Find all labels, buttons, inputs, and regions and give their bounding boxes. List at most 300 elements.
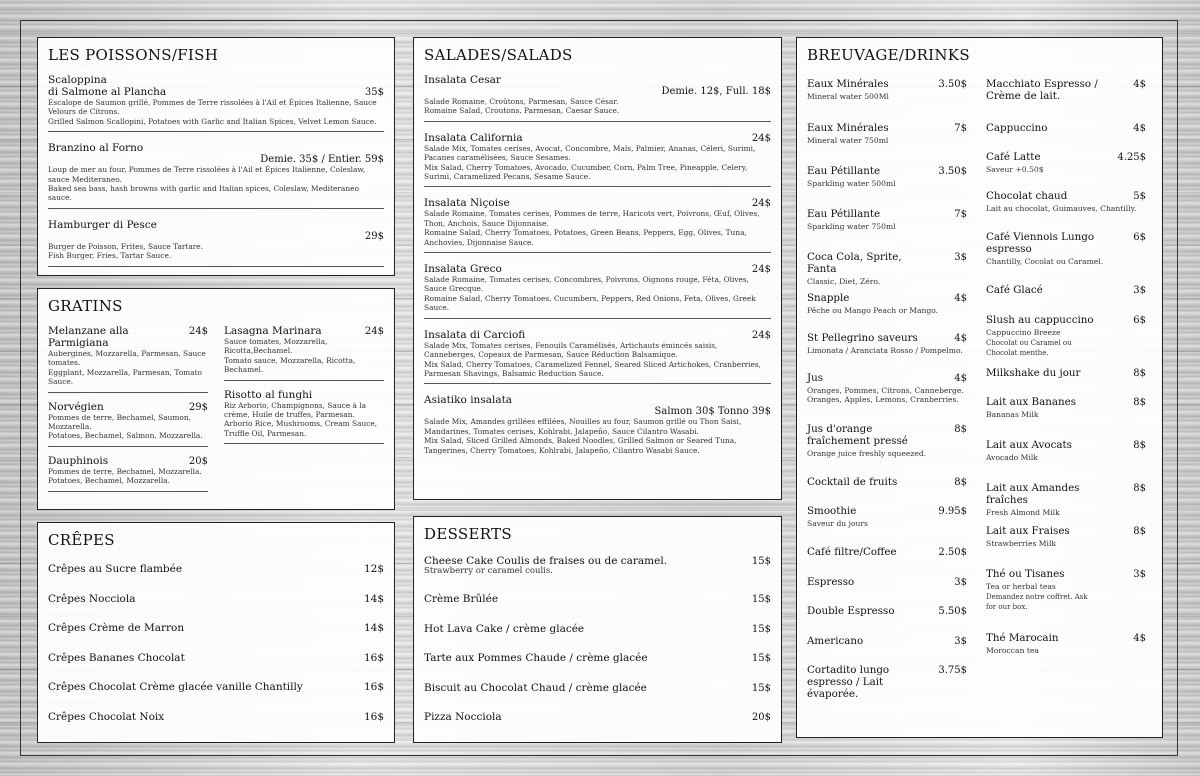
fish-panel	[37, 37, 395, 276]
fish-item-divider	[48, 131, 384, 132]
drink-item-name: Lait aux Fraises	[986, 525, 1070, 537]
drink-item	[807, 605, 967, 617]
drink-item-name: Thé Marocain	[986, 632, 1059, 644]
dessert-item-name: Hot Lava Cake / crème glacée	[424, 622, 585, 635]
drink-item-price: 5.50$	[938, 606, 967, 617]
dessert-item-row	[424, 652, 771, 664]
drink-item-name: Café Glacé	[986, 284, 1043, 296]
drink-item	[986, 568, 1146, 612]
salad-item-desc-en: Romaine Salad, Cherry Tomatoes, Cucumbers, Peppers, Red Onions, Feta, Olives, Greek Sauce.	[424, 293, 756, 313]
crepe-item	[48, 681, 384, 711]
crepes-list	[48, 563, 384, 741]
gratin-item-desc-fr: Aubergines, Mozzarella, Parmesan, Sauce tomates.	[48, 349, 206, 368]
drink-item	[986, 482, 1146, 517]
drink-item-price: 7$	[954, 123, 967, 134]
drink-item-price: 3.75$	[938, 665, 967, 676]
salad-item-divider	[424, 318, 771, 319]
drink-item-sub: Sparkling water 750ml	[807, 222, 896, 231]
drink-item-price: 4.25$	[1117, 152, 1146, 163]
dessert-item-row	[424, 593, 771, 605]
dessert-item-name: Tarte aux Pommes Chaude / crème glacée	[424, 652, 648, 665]
fish-item	[48, 219, 384, 267]
drink-item-price: 8$	[1133, 368, 1146, 379]
salad-item-name: Insalata California	[424, 131, 523, 144]
dessert-item	[424, 593, 771, 623]
drink-item-sub: Avocado Milk	[986, 453, 1038, 462]
salad-item-name: Insalata Cesar	[424, 74, 501, 86]
fish-item	[48, 142, 384, 209]
drink-item-row	[807, 122, 967, 134]
drink-item-name: Eau Pétillante	[807, 208, 881, 220]
gratin-item-row	[48, 325, 208, 349]
gratins-columns	[48, 325, 384, 500]
crepe-item-name: Crêpes Bananes Chocolat	[48, 651, 185, 664]
dessert-item-price: 15$	[751, 653, 771, 665]
gratin-item-price: 29$	[188, 401, 208, 413]
drink-item	[986, 525, 1146, 548]
drink-item-row	[807, 546, 967, 558]
dessert-item-price: 20$	[751, 712, 771, 724]
dessert-item-row	[424, 623, 771, 635]
drink-item-name: Eaux Minérales	[807, 122, 889, 134]
drink-item-price: 3$	[954, 252, 967, 263]
drink-item-row	[986, 439, 1146, 451]
fish-item-desc-fr: Escalope de Saumon grillé, Pommes de Terre rissolées à l'Ail et Épices Italienne, Sauce Velours de Citrons.	[48, 98, 377, 117]
desserts-title: DESSERTS	[424, 525, 512, 543]
crepe-item-price: 14$	[363, 592, 384, 605]
drink-item-price: 5$	[1133, 191, 1146, 202]
drink-item-row	[986, 396, 1146, 408]
drink-item-name: Café filtre/Coffee	[807, 546, 897, 558]
dessert-item	[424, 623, 771, 653]
salad-item-price-row	[424, 406, 771, 417]
drink-item-name: Café Viennois Lungo espresso	[986, 231, 1095, 255]
drink-item-sub2: Demandez notre coffret. Ask for our box.	[986, 593, 1088, 611]
fish-item-row	[48, 86, 384, 98]
salad-item-price: 24$	[751, 329, 771, 341]
salad-item-desc-fr: Salade Mix, Tomates cerises, Fenouils Caramélisés, Artichauts émincés saisis, Canneberges, Copeaux de Parmesan, Sauce Réduction Balsamique.	[424, 340, 718, 360]
salad-item-price: Salmon 30$ Tonno 39$	[654, 406, 771, 418]
crepe-item-price: 12$	[363, 563, 384, 575]
drink-item-name: Double Espresso	[807, 605, 895, 617]
desserts-panel	[413, 516, 782, 743]
drink-item-row	[807, 605, 967, 617]
salad-item-divider	[424, 186, 771, 187]
gratin-item-name: Dauphinois	[48, 454, 109, 467]
drink-item-price: 4$	[1133, 79, 1146, 90]
gratins-title: GRATINS	[48, 297, 123, 315]
gratin-item-divider	[48, 392, 208, 393]
salad-item-divider	[424, 121, 771, 122]
drink-item-row	[986, 568, 1146, 580]
drink-item	[807, 165, 967, 188]
drink-item-sub: Bananas Milk	[986, 410, 1039, 419]
drink-item	[986, 396, 1146, 419]
dessert-item-price: 15$	[751, 594, 771, 605]
drink-item-row	[986, 78, 1146, 102]
gratin-item-desc-fr: Pommes de terre, Bechamel, Mozzarella.	[48, 466, 202, 476]
fish-item-price-row	[48, 231, 384, 242]
crepe-item-price: 16$	[363, 681, 384, 694]
drink-item-row	[807, 78, 967, 90]
drink-item-name: Snapple	[807, 292, 850, 304]
salad-item-price: Demie. 12$, Full. 18$	[661, 86, 771, 97]
drink-item	[986, 190, 1146, 213]
drink-item-name: Slush au cappuccino	[986, 314, 1094, 326]
crepe-item	[48, 622, 384, 652]
drink-item-price: 6$	[1133, 315, 1146, 326]
gratin-item-price: 24$	[188, 326, 208, 337]
drink-item-name: Lait aux Amandes fraîches	[986, 482, 1080, 506]
drink-item-name: Macchiato Espresso / Crème de lait.	[986, 78, 1098, 102]
dessert-item	[424, 711, 771, 741]
dessert-item-price: 15$	[751, 623, 771, 635]
fish-item-name: Branzino al Forno	[48, 142, 144, 155]
crepe-item-name: Crêpes Crème de Marron	[48, 622, 185, 635]
drink-item-sub: Mineral water 500Ml	[807, 92, 889, 101]
drink-item-name: Milkshake du jour	[986, 367, 1081, 379]
drink-item-price: 2.50$	[938, 547, 967, 558]
salad-item-name: Asiatiko insalata	[424, 394, 513, 407]
drink-item-row	[986, 525, 1146, 537]
gratin-item	[224, 389, 384, 445]
drink-item-price: 4$	[954, 293, 967, 304]
fish-item-divider	[48, 266, 384, 267]
salad-item-row	[424, 329, 771, 341]
gratin-item-name: Lasagna Marinara	[224, 325, 322, 337]
drink-item-name: Café Latte	[986, 151, 1041, 163]
gratin-item-desc-en: Potatoes, Bechamel, Mozzarella.	[48, 476, 170, 486]
gratin-item-row	[224, 325, 384, 337]
gratin-item-desc-fr: Sauce tomates, Mozzarella, Ricotta,Bechamel.	[224, 337, 328, 356]
drink-item-sub: Mineral water 750ml	[807, 136, 889, 145]
gratin-item-divider	[224, 443, 384, 444]
drink-item-row	[807, 251, 967, 275]
salad-item-price: 24$	[751, 198, 771, 210]
drink-item-price: 4$	[1133, 123, 1146, 134]
salad-item-desc-fr: Salade Mix, Tomates cerises, Avocat, Concombre, Maïs, Palmier, Ananas, Céleri, Surimi, Pacanes caramélisées, Sauce Sesames.	[424, 143, 756, 163]
salad-item-price-row	[424, 86, 771, 97]
crepes-title: CRÊPES	[48, 531, 115, 549]
gratin-item	[48, 325, 208, 393]
drink-item-price: 4$	[954, 373, 967, 384]
drink-item	[807, 208, 967, 231]
drink-item-name: Cocktail de fruits	[807, 476, 898, 488]
crepes-panel	[37, 522, 395, 743]
drink-item-name: Jus d'orange fraîchement pressé	[807, 423, 908, 447]
drink-item	[986, 284, 1146, 296]
drink-item	[807, 423, 967, 458]
drink-item-price: 3$	[1133, 285, 1146, 296]
drink-item-name: Eaux Minérales	[807, 78, 889, 90]
drink-item-price: 3.50$	[938, 79, 967, 90]
salad-item-desc-en: Mix Salad, Sliced Grilled Almonds, Baked Noodles, Grilled Salmon or Seared Tuna, Tangerines, Cherry Tomatoes, Kohlrabi, Jalapeño, Cilantro Wasabi Sauce.	[424, 436, 737, 455]
drink-item-row	[807, 476, 967, 488]
drink-item-row	[807, 165, 967, 177]
drink-item-price: 3$	[1133, 569, 1146, 580]
drink-item-sub: Classic, Diet, Zéro.	[807, 277, 881, 286]
fish-item-name-line2: di Salmone al Plancha	[48, 86, 167, 98]
drink-item-row	[807, 576, 967, 588]
salad-item-desc-fr: Salade Romaine, Tomates cerises, Concombres, Poivrons, Oignons rouge, Féta, Olives, Sauce Grecque.	[424, 275, 750, 294]
salad-item-desc-fr: Salade Romaine, Croûtons, Parmesan, Sauce César.	[424, 97, 619, 106]
gratin-item-desc-en: Potatoes, Bechamel, Salmon, Mozzarella.	[48, 431, 203, 441]
drink-item	[986, 314, 1146, 358]
drink-item-sub: Tea or herbal teas	[986, 582, 1056, 591]
drink-item	[807, 122, 967, 145]
drink-item-row	[807, 292, 967, 304]
gratin-item-divider	[224, 380, 384, 381]
drinks-title: BREUVAGE/DRINKS	[807, 46, 970, 64]
drink-item-name: St Pellegrino saveurs	[807, 332, 918, 344]
dessert-item-row	[424, 711, 771, 723]
crepe-item-price: 14$	[363, 622, 384, 635]
dessert-item-name: Cheese Cake Coulis de fraises ou de caramel.	[424, 555, 668, 567]
salad-item-price: 24$	[751, 132, 771, 144]
gratins-right-column	[224, 325, 384, 500]
drink-item	[807, 546, 967, 558]
gratin-item-desc-en: Tomato sauce, Mozzarella, Ricotta, Bechamel.	[224, 355, 356, 375]
fish-item-price: 35$	[364, 87, 384, 98]
drink-item-row	[986, 284, 1146, 296]
dessert-item	[424, 652, 771, 682]
drink-item	[807, 251, 967, 286]
dessert-item-name: Pizza Nocciola	[424, 711, 502, 724]
drink-item	[807, 332, 967, 355]
drink-item-row	[986, 151, 1146, 163]
drink-item-price: 4$	[954, 333, 967, 344]
drink-item-sub: Chantilly, Cocolat ou Caramel.	[986, 257, 1104, 266]
salad-item-row	[424, 132, 771, 144]
drink-item-sub: Orange juice freshly squeezed.	[807, 449, 927, 458]
drink-item-row	[807, 505, 967, 517]
salad-item-desc-en: Mix Salad, Cherry Tomatoes, Caramelized Fennel, Seared Sliced Artichokes, Cranberries, Parmesan Shavings, Balsamic Reduction Sauce.	[424, 359, 762, 378]
gratin-item-desc-fr: Riz Arborio, Champignons, Sauce à la crème, Huile de truffes, Parmesan.	[224, 400, 366, 420]
drink-item-row	[807, 372, 967, 384]
crepe-item	[48, 563, 384, 593]
fish-item-desc-fr: Loup de mer au four, Pommes de Terre rissolées à l'Ail et Épices Italienne, Coleslaw, sauce Mediteraneo.	[48, 165, 366, 184]
drink-item-name: Cortadito lungo espresso / Lait évaporée.	[807, 664, 890, 700]
drink-item-price: 8$	[954, 477, 967, 488]
drink-item-sub: Oranges, Pommes, Citrons, Canneberge. Oranges, Apples, Lemons, Cranberries.	[807, 386, 964, 405]
salad-item	[424, 74, 771, 122]
drink-item-name: Espresso	[807, 576, 855, 588]
gratin-item-price: 24$	[364, 326, 384, 337]
drink-item-sub: Moroccan tea	[986, 646, 1039, 655]
dessert-item	[424, 682, 771, 712]
drink-item-sub: Cappuccino Breeze	[986, 328, 1061, 337]
drink-item-sub: Saveur +0.50$	[986, 165, 1044, 174]
drink-item-name: Eau Pétillante	[807, 165, 881, 177]
fish-item-price: Demie. 35$ / Entier. 59$	[260, 154, 384, 166]
drink-item-row	[986, 231, 1146, 255]
drink-item-sub: Sparkling water 500ml	[807, 179, 896, 188]
salad-item-row	[424, 263, 771, 275]
salad-item-divider	[424, 383, 771, 384]
dessert-item	[424, 555, 771, 593]
drink-item-sub: Fresh Almond Milk	[986, 508, 1060, 517]
crepe-item	[48, 711, 384, 741]
gratin-item-row	[48, 455, 208, 467]
salad-item-desc-en: Romaine Salad, Croutons, Parmesan, Caesar Sauce.	[424, 106, 620, 116]
crepe-item	[48, 652, 384, 682]
salad-item-row	[424, 197, 771, 209]
gratin-item	[48, 401, 208, 447]
drink-item-row	[807, 423, 967, 447]
drink-item	[986, 78, 1146, 102]
drink-item-row	[807, 208, 967, 220]
drink-item-sub: Lait au chocolat, Guimauves, Chantilly.	[986, 204, 1137, 213]
salad-item	[424, 263, 771, 319]
drink-item	[807, 576, 967, 588]
fish-item-price: 29$	[364, 230, 384, 242]
salad-item	[424, 132, 771, 188]
drink-item-row	[807, 332, 967, 344]
crepe-item	[48, 593, 384, 623]
dessert-item-sub: Strawberry or caramel coulis.	[424, 566, 553, 576]
fish-list	[48, 74, 384, 267]
drink-item	[807, 476, 967, 488]
drink-item-name: Cappuccino	[986, 122, 1048, 134]
gratins-panel	[37, 288, 395, 510]
drink-item	[986, 632, 1146, 655]
drink-item	[807, 664, 967, 700]
drink-item	[807, 635, 967, 647]
gratin-item-price: 20$	[188, 455, 208, 467]
drink-item-name: Chocolat chaud	[986, 190, 1068, 202]
drink-item-name: Jus	[807, 372, 824, 384]
crepe-item-price: 16$	[363, 651, 384, 664]
dessert-item-name: Biscuit au Chocolat Chaud / crème glacée	[424, 681, 647, 694]
gratin-item-desc-en: Arborio Rice, Mushrooms, Cream Sauce, Truffle Oil, Parmesan.	[224, 419, 378, 438]
drink-item-price: 4$	[1133, 633, 1146, 644]
drink-item	[807, 505, 967, 528]
drink-item	[807, 78, 967, 101]
drink-item-price: 8$	[954, 424, 967, 435]
salad-item-name: Insalata Niçoise	[424, 197, 510, 210]
drink-item	[986, 367, 1146, 379]
drink-item-row	[807, 635, 967, 647]
drink-item-name: Thé ou Tisanes	[986, 568, 1065, 580]
salad-item-desc-en: Romaine Salad, Cherry Tomatoes, Potatoes, Green Beans, Peppers, Egg, Olives, Tuna, Anchovies, Dijonnaise Sauce.	[424, 228, 747, 247]
fish-item-desc-en: Baked sea bass, hash browns with garlic and Italian spices, Coleslaw, Mediteraneo sauce.	[48, 184, 359, 203]
fish-item-name: Scaloppina	[48, 74, 107, 86]
fish-item	[48, 74, 384, 132]
fish-item-divider	[48, 208, 384, 209]
salads-panel	[413, 37, 782, 500]
crepe-item-name: Crêpes Chocolat Crème glacée vanille Chantilly	[48, 681, 303, 694]
dessert-item-name: Crème Brûlée	[424, 593, 499, 605]
drink-item-price: 8$	[1133, 483, 1146, 494]
drink-item-price: 9.95$	[938, 506, 967, 517]
crepe-item-name: Crêpes Nocciola	[48, 592, 136, 605]
drink-item-price: 8$	[1133, 526, 1146, 537]
gratin-item-row	[224, 389, 384, 401]
drink-item-row	[807, 664, 967, 700]
drink-item-price: 3$	[954, 636, 967, 647]
salad-item	[424, 394, 771, 455]
drink-item	[986, 151, 1146, 174]
salad-item-name: Insalata Greco	[424, 263, 502, 276]
drink-item-price: 8$	[1133, 397, 1146, 408]
drink-item-sub: Saveur du jours	[807, 519, 868, 528]
drink-item-row	[986, 122, 1146, 134]
salad-item-divider	[424, 252, 771, 253]
gratin-item-divider	[48, 491, 208, 492]
dessert-item-price: 15$	[751, 682, 771, 694]
salad-item-desc-en: Mix Salad, Cherry Tomatoes, Avocado, Cucumber, Corn, Palm Tree, Pineapple, Celery, Surimi, Caramelized Pecans, Sesame Sauce.	[424, 162, 748, 182]
drink-item-row	[986, 314, 1146, 326]
drink-item-name: Americano	[807, 635, 864, 647]
salad-item-desc-fr: Salade Mix, Amandes grillées effilées, Nouilles au four, Saumon grillé ou Thon Saisi, Mandarines, Tomates cerises, Kohlrabi, Jalapeño, Sauce Cilantro Wasabi.	[424, 417, 742, 436]
drinks-panel	[796, 37, 1163, 738]
gratin-item-row	[48, 401, 208, 413]
gratin-item-desc-en: Eggplant, Mozzarella, Parmesan, Tomato Sauce.	[48, 367, 202, 387]
drink-item-row	[986, 190, 1146, 202]
drink-item-row	[986, 482, 1146, 506]
fish-title: LES POISSONS/FISH	[48, 46, 219, 64]
drink-item	[807, 372, 967, 405]
drink-item-sub2: Chocolat ou Caramel ou Chocolat menthe.	[986, 339, 1072, 357]
gratin-item-name: Melanzane alla Parmigiana	[48, 325, 129, 349]
drink-item-name: Smoothie	[807, 505, 857, 517]
drink-item-price: 3.50$	[938, 166, 967, 177]
drink-item	[986, 439, 1146, 462]
drink-item-price: 7$	[954, 209, 967, 220]
fish-item-name: Hamburger di Pesce	[48, 218, 157, 231]
salads-list	[424, 74, 771, 455]
drink-item-price: 6$	[1133, 232, 1146, 243]
gratin-item	[224, 325, 384, 381]
gratin-item-name: Risotto al funghi	[224, 388, 313, 401]
drink-item-name: Lait aux Avocats	[986, 439, 1072, 451]
fish-item-desc-fr: Burger de Poisson, Frites, Sauce Tartare.	[48, 241, 204, 251]
drink-item-sub: Strawberries Milk	[986, 539, 1056, 548]
gratin-item-name: Norvégien	[48, 400, 104, 413]
salad-item	[424, 197, 771, 253]
crepe-item-name: Crêpes au Sucre flambée	[48, 563, 183, 575]
drink-item-sub: Limonata / Aranciata Rosso / Pompelmo.	[807, 346, 963, 355]
salad-item-price: 24$	[751, 264, 771, 276]
crepe-item-price: 16$	[363, 710, 384, 723]
drink-item-row	[986, 632, 1146, 644]
gratin-item-desc-fr: Pommes de terre, Bechamel, Saumon, Mozzarella.	[48, 412, 191, 432]
salad-item-desc-fr: Salade Romaine, Tomates cerises, Pommes de terre, Haricots vert, Poivrons, Œuf, Olives, Thon, Anchois, Sauce Dijonnaise.	[424, 209, 760, 228]
desserts-list	[424, 555, 771, 741]
fish-item-desc-en: Grilled Salmon Scallopini, Potatoes with Garlic and Italian Spices, Velvet Lemon Sauce.	[48, 116, 377, 126]
gratin-item	[48, 455, 208, 492]
drink-item-name: Lait aux Bananes	[986, 396, 1077, 408]
salad-item-name: Insalata di Carciofi	[424, 328, 526, 341]
drink-item-price: 3$	[954, 577, 967, 588]
dessert-item-price: 15$	[751, 556, 771, 567]
crepe-item-name: Crêpes Chocolat Noix	[48, 710, 165, 723]
drink-item-name: Coca Cola, Sprite, Fanta	[807, 251, 902, 275]
gratin-item-divider	[48, 446, 208, 447]
drink-item-row	[986, 367, 1146, 379]
dessert-item-row	[424, 682, 771, 694]
drink-item-price: 8$	[1133, 440, 1146, 451]
drink-item-sub: Pêche ou Mango Peach or Mango.	[807, 306, 939, 315]
salad-item	[424, 329, 771, 385]
drink-item	[986, 122, 1146, 134]
drink-item	[807, 292, 967, 315]
salads-title: SALADES/SALADS	[424, 46, 573, 64]
fish-item-desc-en: Fish Burger, Fries, Tartar Sauce.	[48, 251, 172, 261]
fish-item-price-row	[48, 154, 384, 165]
drink-item	[986, 231, 1146, 266]
gratins-left-column	[48, 325, 208, 500]
